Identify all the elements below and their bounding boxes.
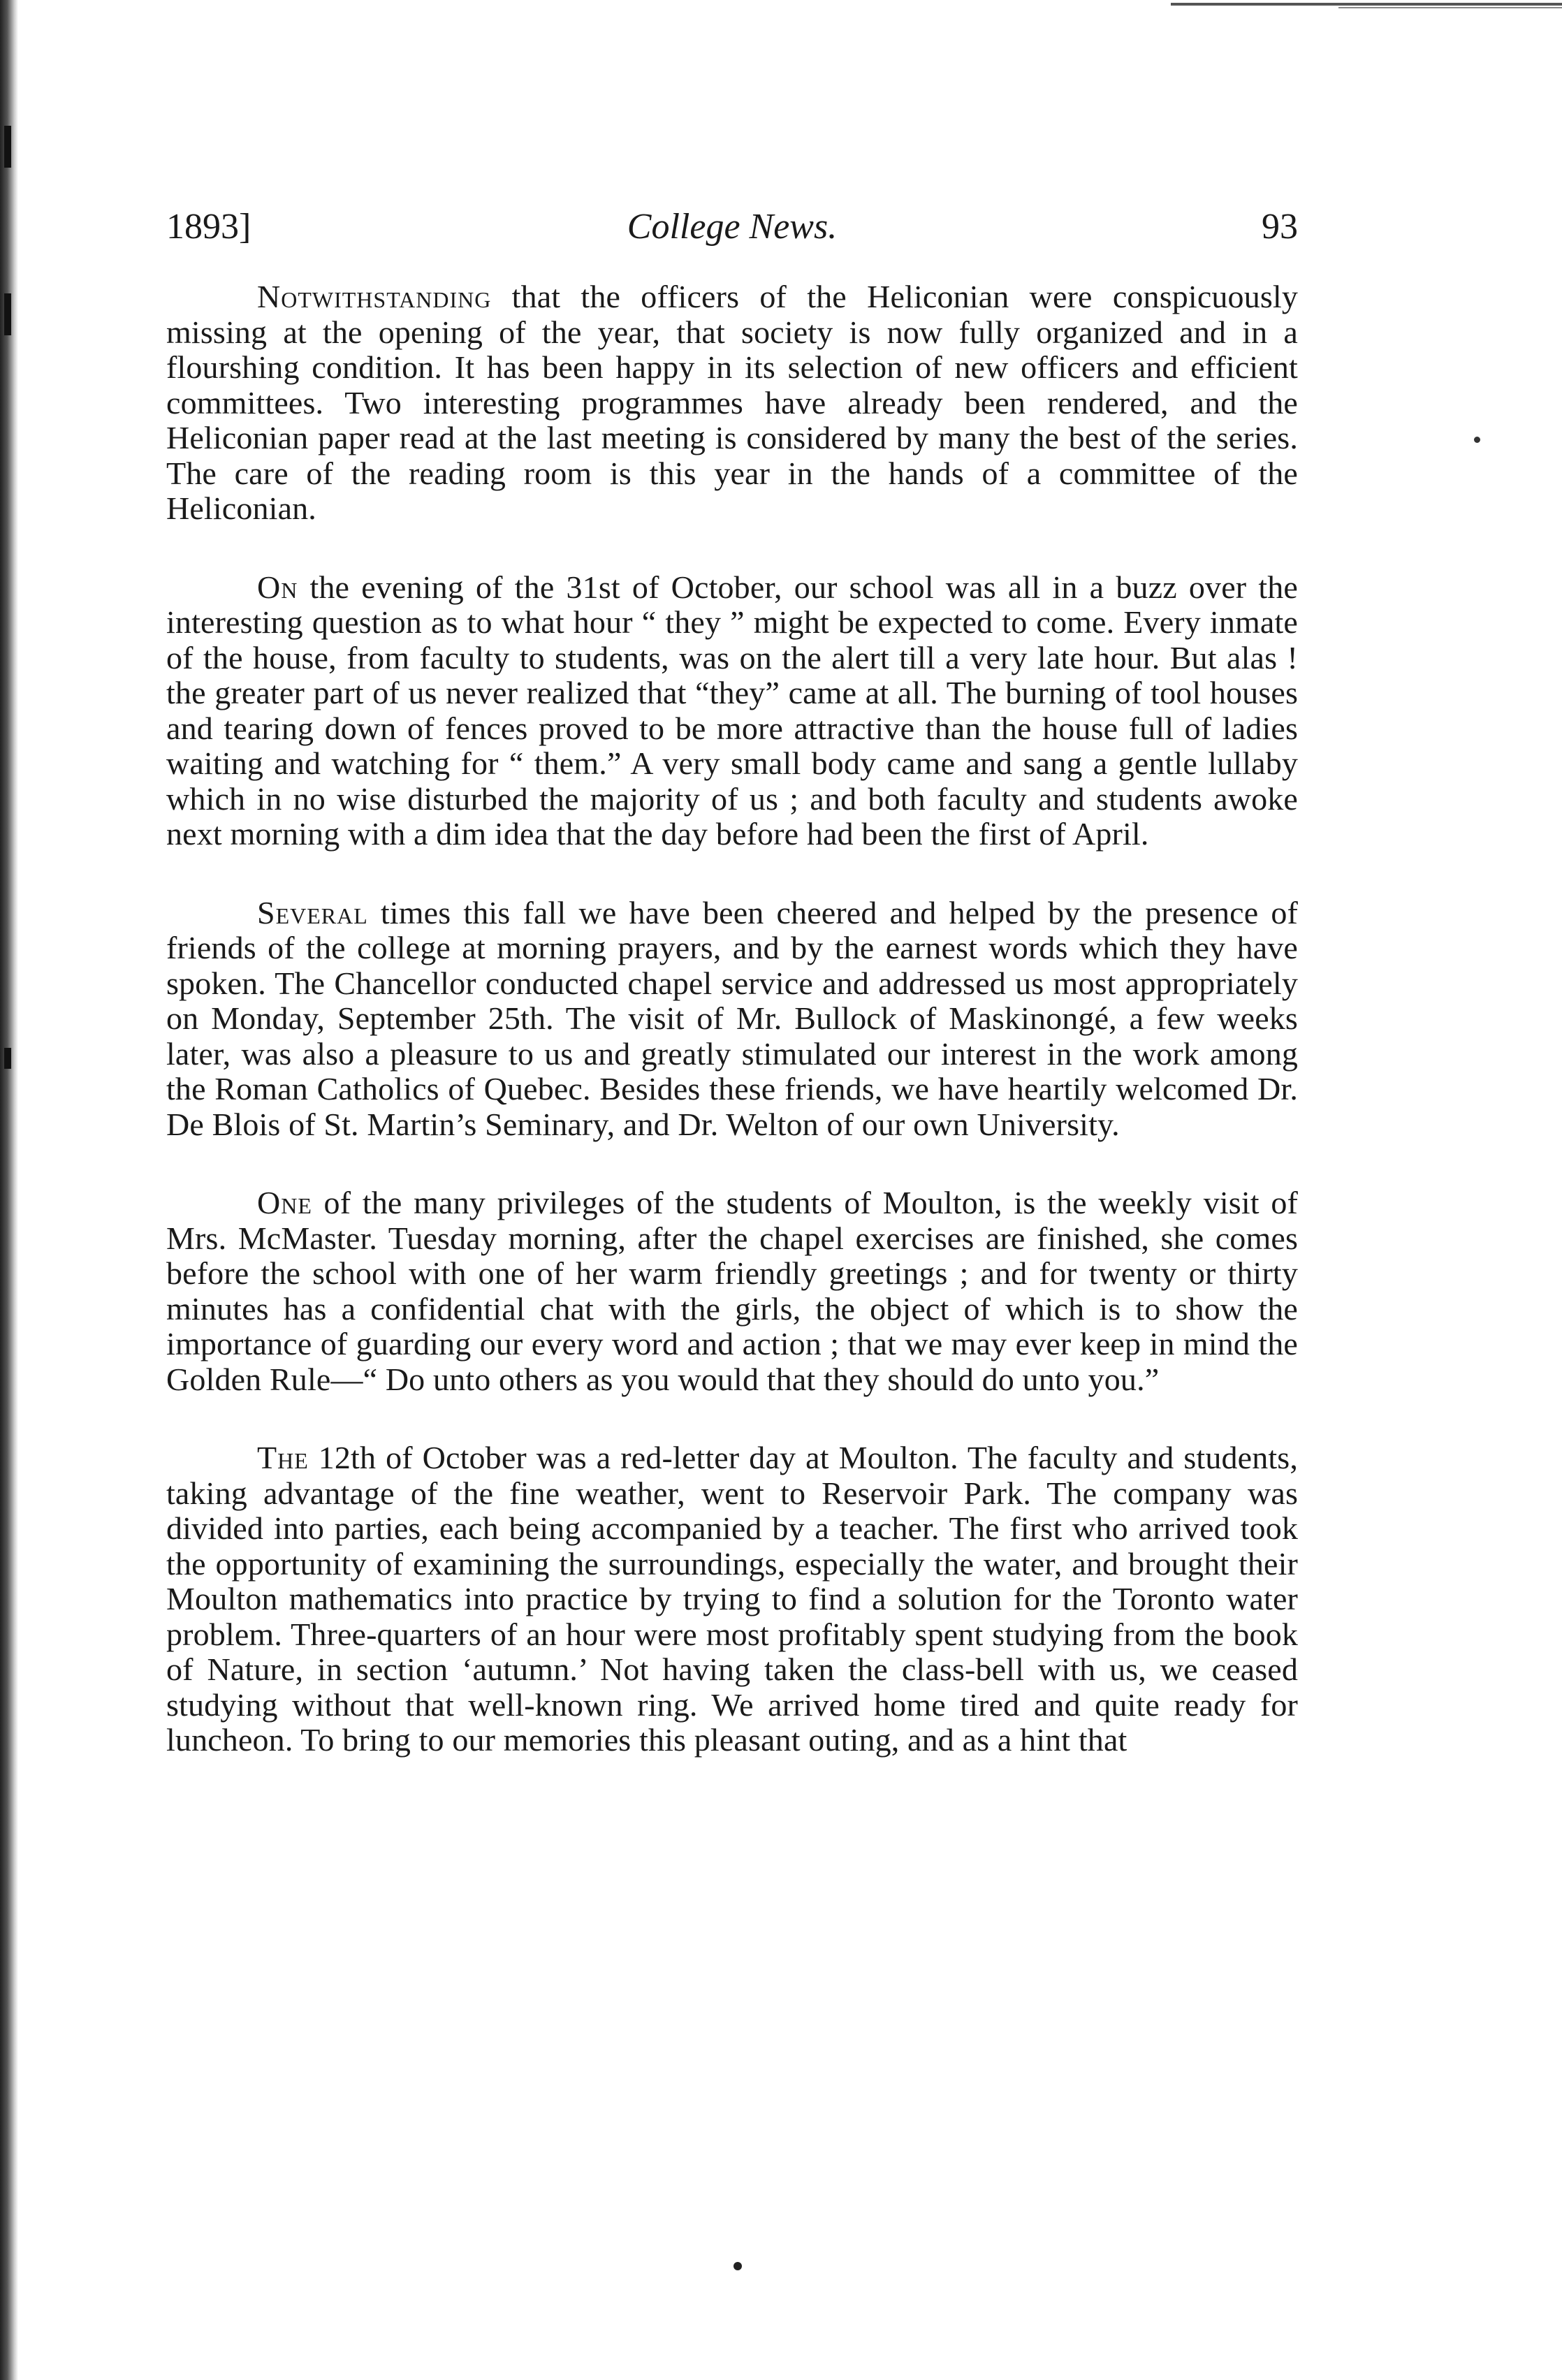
paragraph-text: 12th of October was a red-letter day at Moulton. The faculty and students, taking advantage of the fine weather, went to Reservoir Park. The company was divided into parties, each being accompanied by a teacher. The first who arrived took the opportunity of examining the surroundings, especially the water, and brought their Moulton mathematics into practice by trying to find a solution for the Toronto water problem. Three-quarters of an hour were most profitably spent studying from the book of Nature, in section ‘autumn.’ Not having taken the class-bell with us, we ceased studying without that well-known ring. We arrived home tired and quite ready for luncheon. To bring to our memories this pleasant outing, and as a hint that (166, 1440, 1298, 1758)
article-body (166, 279, 1298, 1802)
top-edge-rule (1171, 3, 1562, 6)
paragraph-mrs-mcmaster (166, 1185, 1298, 1397)
stray-ink-dot (733, 2262, 742, 2270)
paragraph-lead-word: Notwithstanding (257, 279, 492, 314)
binding-mark (4, 126, 11, 168)
paragraph-heliconian (166, 279, 1298, 527)
stray-ink-mark (1474, 437, 1480, 443)
paragraph-lead-word: Several (257, 894, 368, 930)
paragraph-text: times this fall we have been cheered and helped by the presence of friends of the college at morning prayers, and by the earnest words which they have spoken. The Chancellor conducted chapel service and addressed us most appropriately on Monday, September 25th. The visit of Mr. Bullock of Maskinongé, a few weeks later, was also a pleasure to us and greatly stimulated our interest in the work among the Roman Catholics of Quebec. Besides these friends, we have heartily welcomed Dr. De Blois of St. Martin’s Seminary, and Dr. Welton of our own University. (166, 894, 1298, 1142)
paragraph-lead-word: The (257, 1440, 309, 1475)
running-head (166, 203, 1298, 251)
paragraph-visitors (166, 896, 1298, 1143)
running-head-year: 1893] (166, 207, 251, 247)
paragraph-text: of the many privileges of the students of Moulton, is the weekly visit of Mrs. McMaster. Tuesday morning, after the chapel exercises are finished, she comes before the school with one of her warm friendly greetings ; and for twenty or thirty minutes has a confidential chat with the girls, the object of which is to show the importance of guarding our every word and action ; that we may ever keep in mind the Golden Rule—“ Do unto others as you would that they should do unto you.” (166, 1185, 1298, 1397)
page-binding-edge (0, 0, 18, 2380)
top-edge-rule-thin (1338, 7, 1562, 8)
paragraph-lead-word: On (257, 569, 298, 605)
paragraph-lead-word: One (257, 1185, 312, 1220)
paragraph-reservoir-park (166, 1440, 1298, 1758)
page-number: 93 (1262, 207, 1298, 247)
binding-mark (4, 293, 11, 335)
running-head-title: College News. (627, 207, 838, 247)
paragraph-halloween (166, 570, 1298, 852)
paragraph-text: the evening of the 31st of October, our school was all in a buzz over the interesting question as to what hour “ they ” might be expected to come. Every inmate of the house, from faculty to students, was on the alert till a very late hour. But alas ! the greater part of us never realized that “they” came at all. The burning of tool houses and tearing down of fences proved to be more attractive than the house full of ladies waiting and watching for “ them.” A very small body came and sang a gentle lullaby which in no wise disturbed the majority of us ; and both faculty and students awoke next morning with a dim idea that the day before had been the first of April. (166, 569, 1298, 852)
binding-mark (4, 1048, 11, 1069)
paragraph-text: that the officers of the Heliconian were conspicuously missing at the opening of the year, that society is now fully organized and in a flourshing condition. It has been happy in its selection of new officers and efficient committees. Two interesting programmes have already been rendered, and the Heliconian paper read at the last meeting is considered by many the best of the series. The care of the reading room is this year in the hands of a committee of the Heliconian. (166, 279, 1298, 526)
